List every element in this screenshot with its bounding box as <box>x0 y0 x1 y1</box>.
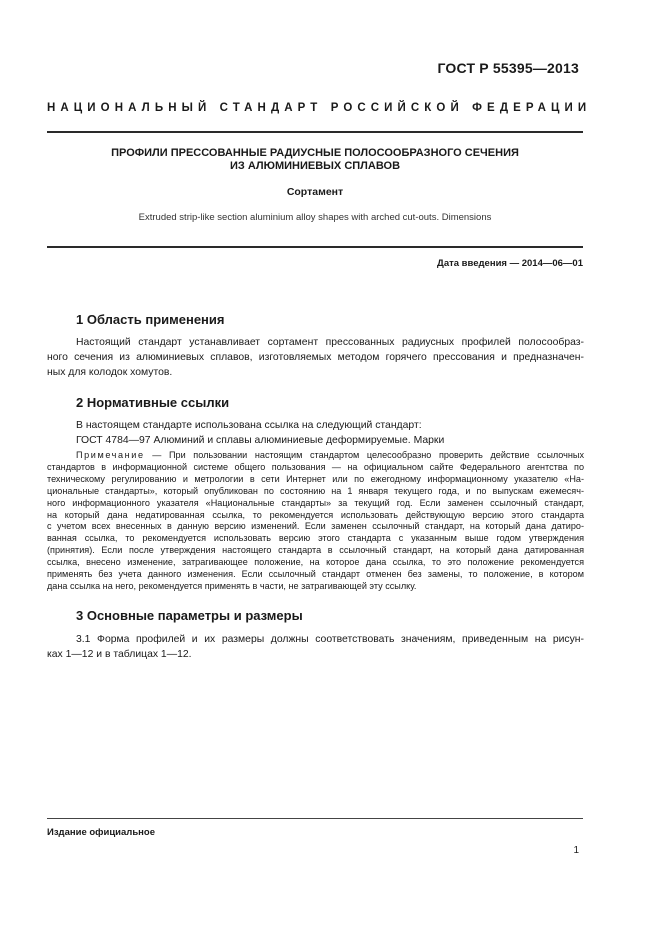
note-line-10: ссылка, внесено изменение, затрагивающее положение, на которое дана ссылка, то это положение рекомендуется <box>47 557 584 568</box>
note-line-9: (принятия). Если после утверждения настоящего стандарта в ссылочный стандарт, на который дана датированная <box>47 545 584 556</box>
note-line-8: ванная ссылка, то рекомендуется использовать версию этого стандарта с указанным выше годом утверждения <box>47 533 584 544</box>
note-line-1 <box>76 450 584 462</box>
section-1-line-3: ных для колодок хомутов. <box>47 367 173 378</box>
document-subtitle: Сортамент <box>286 186 344 198</box>
note-line-2: стандартов в информационной системе общего пользования — на официальном сайте Федерального агентства по <box>47 461 584 472</box>
introduction-date: Дата введения — 2014—06—01 <box>437 258 583 269</box>
section-2-line-1: В настоящем стандарте использована ссылка на следующий стандарт: <box>76 420 422 431</box>
section-1-text <box>47 335 584 380</box>
note-line-12: дана ссылка на него, рекомендуется применять в части, не затрагивающей эту ссылку. <box>47 580 417 591</box>
note-block <box>47 450 584 593</box>
document-title-line-1: ПРОФИЛИ ПРЕССОВАННЫЕ РАДИУСНЫЕ ПОЛОСООБРАЗНОГО СЕЧЕНИЯ <box>111 147 519 159</box>
note-label: Примечание <box>76 450 145 460</box>
note-line-5: ного информационного указателя «Национальные стандарты» за текущий год. Если заменен ссылочный стандарт, <box>47 497 584 508</box>
section-1-line-1: Настоящий стандарт устанавливает сортамент прессованных радиусных профилей полосообраз- <box>76 337 584 348</box>
section-1-heading: 1 Область применения <box>76 312 225 327</box>
section-2-heading: 2 Нормативные ссылки <box>76 395 230 410</box>
section-3-text <box>47 632 584 662</box>
note-line-4: циональные стандарты», который опубликован по состоянию на 1 января текущего года, и по выпускам ежемесяч- <box>47 485 584 496</box>
section-3-heading: 3 Основные параметры и размеры <box>76 608 303 623</box>
section-3-line-2: ках 1—12 и в таблицах 1—12. <box>47 649 192 660</box>
section-2-line-2: ГОСТ 4784—97 Алюминий и сплавы алюминиевые деформируемые. Марки <box>76 435 445 446</box>
page-number: 1 <box>573 845 579 856</box>
section-1-line-2: ного сечения из алюминиевых сплавов, изготовляемых методом горячего прессования и предназначен- <box>47 352 584 363</box>
section-3-line-1: 3.1 Форма профилей и их размеры должны соответствовать значениям, приведенным на рисун- <box>76 634 584 645</box>
document-title <box>47 147 583 173</box>
footer-divider <box>47 818 583 819</box>
english-title: Extruded strip-like section aluminium alloy shapes with arched cut-outs. Dimensions <box>138 212 492 223</box>
document-title-line-2: ИЗ АЛЮМИНИЕВЫХ СПЛАВОВ <box>229 160 401 172</box>
note-line-1-text: — При пользовании настоящим стандартом целесообразно проверить действие ссылочных <box>144 450 584 460</box>
national-standard-title: НАЦИОНАЛЬНЫЙ СТАНДАРТ РОССИЙСКОЙ ФЕДЕРАЦИИ <box>47 102 592 114</box>
title-divider <box>47 246 583 248</box>
note-line-3: техническому регулированию и метрологии в сети Интернет или по ежегодному информационному указателю «На- <box>47 473 584 484</box>
section-2-text <box>76 418 584 448</box>
note-line-6: на который дана недатированная ссылка, то рекомендуется использовать действующую версию этого стандарта <box>47 509 584 520</box>
standard-number: ГОСТ Р 55395—2013 <box>437 60 579 76</box>
official-edition-label: Издание официальное <box>47 827 155 838</box>
note-line-11: применять без учета данного изменения. Если ссылочный стандарт отменен без замены, то положение, в котором <box>47 569 584 580</box>
top-divider <box>47 131 583 133</box>
note-line-7: с учетом всех внесенных в данную версию изменений. Если заменен ссылочный стандарт, на который дана датиро- <box>47 521 584 532</box>
